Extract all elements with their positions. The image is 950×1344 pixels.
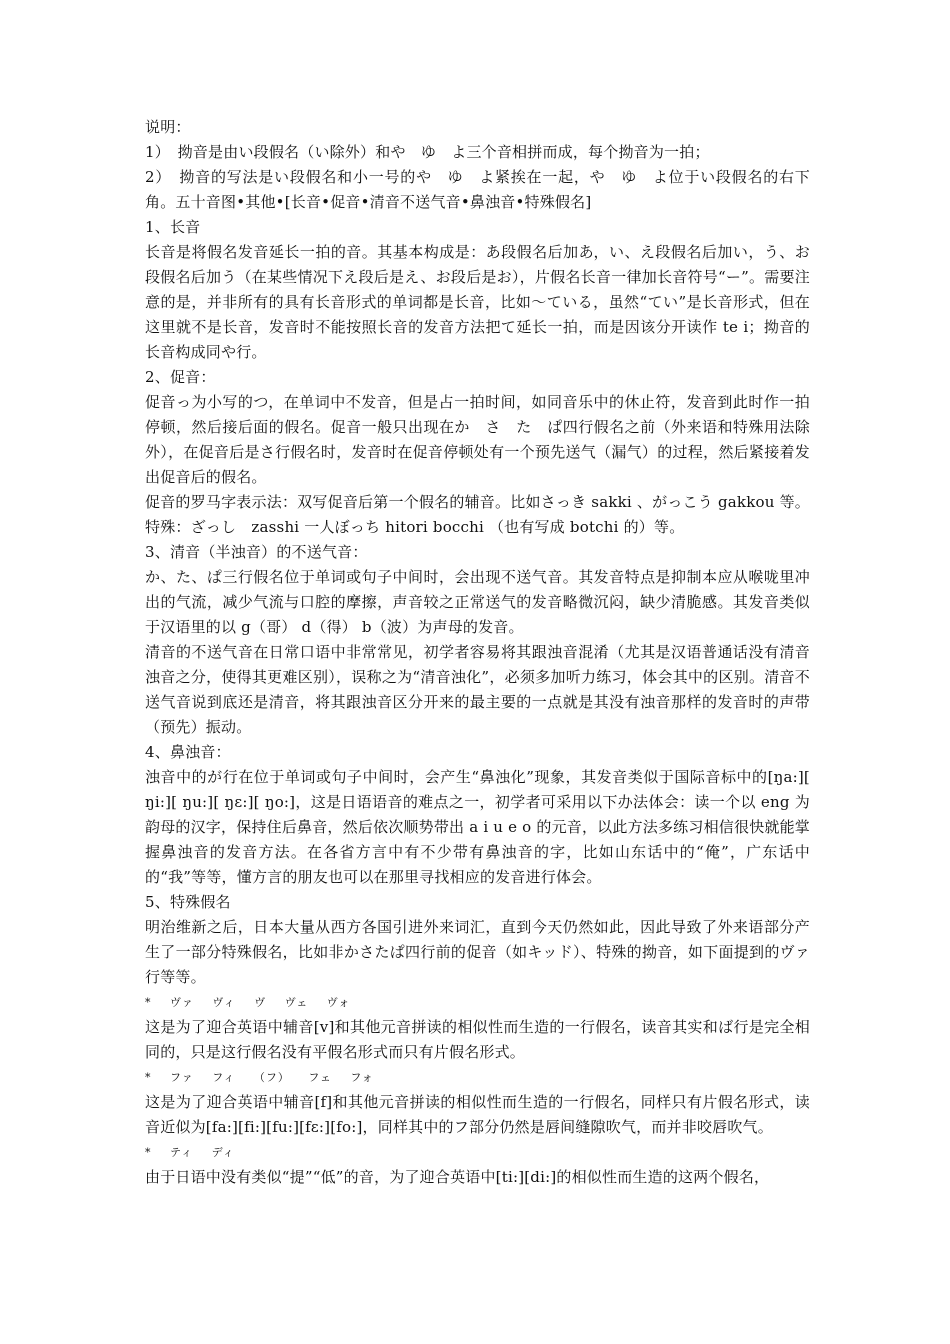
intro-label: 说明：	[145, 118, 191, 136]
kana-row-fa: * ファ フィ （フ） フェ フォ	[145, 1071, 374, 1084]
section-heading-special-kana: 5、特殊假名	[145, 893, 231, 911]
paragraph-geminate: 促音っ为小写的つ，在单词中不发音，但是占一拍时间，如同音乐中的休止符，发音到此时作一拍停顿，然后接后面的假名。促音一般只出现在か さ た ぱ四行假名之前（外来语和特殊用法除外），在促音后是さ行假名时，发音时在促音停顿处有一个预先送气（漏气）的过程，然后紧接着发出促音后的假名。	[145, 393, 810, 486]
kana-row-va: * ヴァ ヴィ ヴ ヴェ ヴォ	[145, 996, 351, 1009]
paragraph-unaspirated-2: 清音的不送气音在日常口语中非常常见，初学者容易将其跟浊音混淆（尤其是汉语普通话没有清音浊音之分，使得其更难区别），误称之为“清音浊化”，必须多加听力练习，体会其中的区别。清音不送气音说到底还是清音，将其跟浊音区分开来的最主要的一点就是其没有浊音那样的发音时的声带（预先）振动。	[145, 643, 810, 736]
note-1: 1） 拗音是由い段假名（い除外）和や ゆ よ三个音相拼而成，每个拗音为一拍；	[145, 143, 710, 161]
paragraph-unaspirated-1: か、た、ぱ三行假名位于单词或句子中间时，会出现不送气音。其发音特点是抑制本应从喉咙里冲出的气流，减少气流与口腔的摩擦，声音较之正常送气的发音略微沉闷，缺少清脆感。其发音类似于汉语里的以 g（哥） d（得） b（波）为声母的发音。	[145, 568, 810, 636]
section-heading-geminate: 2、促音：	[145, 368, 216, 386]
paragraph-nasal: 浊音中的が行在位于单词或句子中间时，会产生“鼻浊化”现象，其发音类似于国际音标中的[ŋa:][ ŋi:][ ŋu:][ ŋɛ:][ ŋo:]，这是日语语音的难点之一，初学者可采用以下办法体会：读一个以 eng 为韵母的汉字，保持住后鼻音，然后依次顺势带出 a i u e o 的元音，以此方法多练习相信很快就能掌握鼻浊音的发音方法。在各省方言中有不少带有鼻浊音的字，比如山东话中的“俺”，广东话中的“我”等等，懂方言的朋友也可以在那里寻找相应的发音进行体会。	[145, 768, 810, 886]
paragraph-ti: 由于日语中没有类似“提”“低”的音，为了迎合英语中[ti:][di:]的相似性而生造的这两个假名，	[145, 1168, 770, 1186]
kana-row-ti: * ティ ディ	[145, 1146, 235, 1159]
section-heading-long-vowel: 1、长音	[145, 218, 201, 236]
paragraph-long-vowel: 长音是将假名发音延长一拍的音。其基本构成是：あ段假名后加あ，い、え段假名后加い，う、お段假名后加う（在某些情况下え段后是え、お段后是お），片假名长音一律加长音符号“ー”。需要注意的是，并非所有的具有长音形式的单词都是长音，比如～ている，虽然“てい”是长音形式，但在这里就不是长音，发音时不能按照长音的发音方法把て延长一拍，而是因该分开读作 te i；拗音的长音构成同や行。	[145, 243, 810, 361]
section-heading-nasal: 4、鼻浊音：	[145, 743, 231, 761]
paragraph-geminate-romaji: 促音的罗马字表示法：双写促音后第一个假名的辅音。比如さっき sakki 、がっこう gakkou 等。特殊：ざっし zasshi 一人ぼっち hitori bocchi （也有写成 botchi 的）等。	[145, 493, 810, 536]
paragraph-special-kana: 明治维新之后，日本大量从西方各国引进外来词汇，直到今天仍然如此，因此导致了外来语部分产生了一部分特殊假名，比如非かさたぱ四行前的促音（如キッド）、特殊的拗音，如下面提到的ヴァ行等等。	[145, 918, 810, 986]
note-2: 2） 拗音的写法是い段假名和小一号的や ゆ よ紧挨在一起，や ゆ よ位于い段假名的右下角。五十音图•其他•[长音•促音•清音不送气音•鼻浊音•特殊假名]	[145, 168, 810, 211]
document-body	[145, 115, 810, 1190]
paragraph-fa: 这是为了迎合英语中辅音[f]和其他元音拼读的相似性而生造的一行假名，同样只有片假名形式，读音近似为[fa:][fi:][fu:][fɛ:][fo:]，同样其中的フ部分仍然是唇间缝隙吹气，而并非咬唇吹气。	[145, 1093, 810, 1136]
paragraph-va: 这是为了迎合英语中辅音[v]和其他元音拼读的相似性而生造的一行假名，读音其实和ば行是完全相同的，只是这行假名没有平假名形式而只有片假名形式。	[145, 1018, 810, 1061]
section-heading-unaspirated: 3、清音（半浊音）的不送气音：	[145, 543, 368, 561]
